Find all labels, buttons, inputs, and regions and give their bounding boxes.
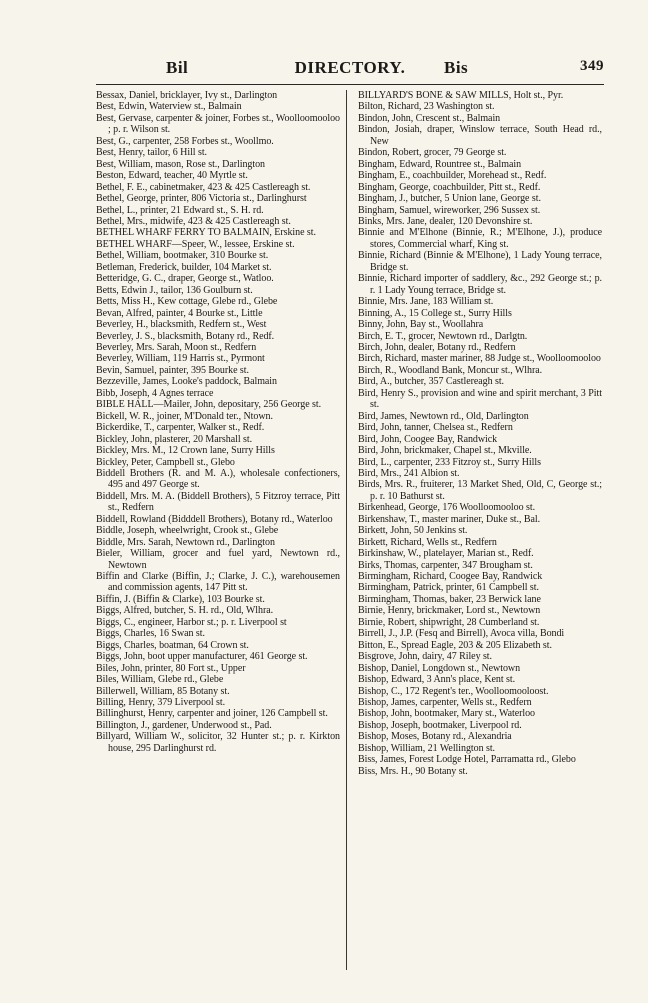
directory-entry: Birmingham, Richard, Coogee Bay, Randwick	[358, 571, 543, 583]
directory-entry: Birmingham, Patrick, printer, 61 Campbell st.	[358, 582, 539, 594]
directory-entry: Betts, Edwin J., tailor, 136 Goulburn st.	[96, 284, 253, 296]
directory-entry: Best, G., carpenter, 258 Forbes st., Woollmo.	[96, 135, 274, 147]
directory-entry: Bird, James, Newtown rd., Old, Darlington	[358, 410, 529, 422]
directory-entry: Billerwell, William, 85 Botany st.	[96, 685, 230, 697]
left-guide-word: Bil	[166, 58, 189, 77]
directory-entry: Bishop, Moses, Botany rd., Alexandria	[358, 731, 512, 743]
directory-entry: Bethel, George, printer, 806 Victoria st., Darlinghurst	[96, 193, 307, 205]
directory-entry: Birmingham, Thomas, baker, 23 Berwick lane	[358, 593, 541, 605]
directory-entry: Best, Henry, tailor, 6 Hill st.	[96, 147, 207, 159]
directory-entry: Bitton, E., Spread Eagle, 203 & 205 Elizabeth st.	[358, 639, 552, 651]
directory-entry: Biggs, Charles, boatman, 64 Crown st.	[96, 639, 249, 651]
directory-entry: Biles, William, Glebe rd., Glebe	[96, 674, 224, 686]
directory-entry: Bisgrove, John, dairy, 47 Riley st.	[358, 651, 492, 663]
right-column	[358, 90, 602, 777]
directory-entry: Binnie, Mrs. Jane, 183 William st.	[358, 296, 494, 308]
header-rule	[96, 84, 604, 85]
directory-entry: Best, Edwin, Waterview st., Balmain	[96, 101, 242, 113]
directory-entry: Bilton, Richard, 23 Washington st.	[358, 101, 495, 113]
directory-entry: Binning, A., 15 College st., Surry Hills	[358, 307, 512, 319]
directory-entry: Best, Gervase, carpenter & joiner, Forbes st., Woolloomooloo ; p. r. Wilson st.	[96, 112, 340, 136]
directory-entry: Bingham, Edward, Rountree st., Balmain	[358, 158, 522, 170]
directory-entry: Billington, J., gardener, Underwood st., Pad.	[96, 719, 272, 731]
directory-entry: Bessax, Daniel, bricklayer, Ivy st., Darlington	[96, 90, 278, 101]
directory-entry: Bickell, W. R., joiner, M'Donald ter., Ntown.	[96, 410, 273, 422]
directory-entry: Birnie, Robert, shipwright, 28 Cumberland st.	[358, 616, 540, 628]
directory-entry: Bishop, James, carpenter, Wells st., Redfern	[358, 697, 532, 709]
directory-entry: Bezzeville, James, Looke's paddock, Balmain	[96, 376, 277, 388]
directory-entry: Beverley, J. S., blacksmith, Botany rd., Redf.	[96, 330, 275, 342]
directory-entry: Bethel, William, bootmaker, 310 Bourke st.	[96, 250, 269, 262]
directory-entry: Bingham, George, coachbuilder, Pitt st., Redf.	[358, 181, 541, 193]
directory-entry: Birch, Richard, master mariner, 88 Judge st., Woolloomooloo	[358, 353, 601, 365]
directory-entry: Bird, John, tanner, Chelsea st., Redfern	[358, 422, 513, 434]
directory-entry: Bethel, L., printer, 21 Edward st., S. H. rd.	[96, 204, 264, 216]
directory-entry: Birnie, Henry, brickmaker, Lord st., Newtown	[358, 605, 541, 617]
directory-entry: Bindon, Josiah, draper, Winslow terrace, South Head rd., New	[358, 124, 602, 147]
directory-entry: Binks, Mrs. Jane, dealer, 120 Devonshire st.	[358, 215, 533, 227]
directory-entry: Biddle, Joseph, wheelwright, Crook st., Glebe	[96, 525, 279, 537]
directory-entry: Binnie and M'Elhone (Binnie, R.; M'Elhone, J.), produce stores, Commercial wharf, King st.	[358, 227, 602, 250]
directory-entry: Bevin, Samuel, painter, 395 Bourke st.	[96, 364, 249, 376]
directory-entry: Birkinshaw, W., platelayer, Marian st., Redf.	[358, 548, 534, 560]
directory-entry: Bishop, Joseph, bootmaker, Liverpool rd.	[358, 719, 522, 731]
directory-entry: Binnie, Richard (Binnie & M'Elhone), 1 Lady Young terrace, Bridge st.	[358, 250, 602, 273]
directory-entry: Bingham, Samuel, wireworker, 296 Sussex st.	[358, 204, 541, 216]
directory-entry: Bird, John, Coogee Bay, Randwick	[358, 433, 498, 445]
directory-entry: Bingham, E., coachbuilder, Morehead st., Redf.	[358, 170, 547, 182]
right-guide-word: Bis	[444, 58, 469, 77]
directory-entry: Beverley, H., blacksmith, Redfern st., West	[96, 319, 267, 331]
directory-entry: Beston, Edward, teacher, 40 Myrtle st.	[96, 170, 248, 182]
directory-entry: Bishop, Edward, 3 Ann's place, Kent st.	[358, 674, 516, 686]
directory-entry: Biddell, Mrs. M. A. (Biddell Brothers), 5 Fitzroy terrace, Pitt st., Redfern	[96, 490, 340, 514]
directory-entry: Billinghurst, Henry, carpenter and joiner, 126 Campbell st.	[96, 708, 328, 720]
directory-entry: Bibb, Joseph, 4 Agnes terrace	[96, 387, 214, 399]
directory-entry: Biss, James, Forest Lodge Hotel, Parramatta rd., Glebo	[358, 754, 576, 766]
directory-entry: Bickley, John, plasterer, 20 Marshall st.	[96, 433, 253, 445]
directory-entry: Bird, Mrs., 241 Albion st.	[358, 467, 460, 479]
directory-entry: Bevan, Alfred, painter, 4 Bourke st., Little	[96, 307, 263, 319]
directory-entry: Birch, John, dealer, Botany rd., Redfern	[358, 341, 516, 353]
directory-entry: Bethel, F. E., cabinetmaker, 423 & 425 Castlereagh st.	[96, 181, 311, 193]
directory-entry: Binny, John, Bay st., Woollahra	[358, 319, 484, 331]
directory-entry: Biddle, Mrs. Sarah, Newtown rd., Darlington	[96, 536, 275, 548]
directory-entry: Biffin, J. (Biffin & Clarke), 103 Bourke st.	[96, 593, 265, 605]
directory-entry: Bickley, Peter, Campbell st., Glebo	[96, 456, 235, 468]
directory-entry: Bingham, J., butcher, 5 Union lane, George st.	[358, 193, 541, 205]
column-divider	[346, 90, 347, 970]
directory-entry: Birkenhead, George, 176 Woolloomooloo st.	[358, 502, 536, 514]
directory-entry: Biss, Mrs. H., 90 Botany st.	[358, 765, 468, 777]
directory-entry: Birch, E. T., grocer, Newtown rd., Darlgtn.	[358, 330, 528, 342]
directory-entry: Birrell, J., J.P. (Fesq and Birrell), Avoca villa, Bondi	[358, 628, 565, 640]
directory-entry: Bickerdike, T., carpenter, Walker st., Redf.	[96, 422, 265, 434]
directory-entry: Biffin and Clarke (Biffin, J.; Clarke, J. C.), warehousemen and commission agents, 147 Pitt st.	[96, 571, 340, 594]
directory-entry: Bishop, John, bootmaker, Mary st., Waterloo	[358, 708, 535, 720]
directory-entry: Bird, L., carpenter, 233 Fitzroy st., Surry Hills	[358, 456, 541, 468]
directory-entry: Birkenshaw, T., master mariner, Duke st., Bal.	[358, 513, 541, 525]
directory-entry: Biggs, Charles, 16 Swan st.	[96, 628, 205, 640]
directory-entry: Bieler, William, grocer and fuel yard, Newtown rd., Newtown	[96, 548, 340, 571]
directory-entry: BIBLE HALL—Mailer, John, depositary, 256 George st.	[96, 399, 322, 411]
directory-entry: Birkett, John, 50 Jenkins st.	[358, 525, 468, 537]
directory-entry: Bird, John, brickmaker, Chapel st., Mkville.	[358, 445, 532, 457]
directory-entry: Bethel, Mrs., midwife, 423 & 425 Castlereagh st.	[96, 215, 291, 227]
directory-entry: Birch, R., Woodland Bank, Moncur st., Wlhra.	[358, 364, 543, 376]
directory-entry: Beverley, William, 119 Harris st., Pyrmont	[96, 353, 265, 365]
directory-entry: Best, William, mason, Rose st., Darlington	[96, 158, 265, 170]
directory-entry: Biggs, John, boot upper manufacturer, 461 George st.	[96, 651, 308, 663]
directory-entry: Birds, Mrs. R., fruiterer, 13 Market Shed, Old, C, George st.; p. r. 10 Bathurst st.	[358, 479, 602, 502]
directory-entry: Bird, A., butcher, 357 Castlereagh st.	[358, 376, 505, 388]
left-column	[96, 90, 340, 754]
directory-entry: BETHEL WHARF FERRY TO BALMAIN, Erskine st.	[96, 227, 316, 239]
directory-entry: Bindon, John, Crescent st., Balmain	[358, 112, 501, 124]
directory-entry: BILLYARD'S BONE & SAW MILLS, Holt st., Pyr.	[358, 90, 564, 101]
page-header	[96, 58, 604, 82]
page-number: 349	[580, 58, 604, 74]
directory-entry: Bindon, Robert, grocer, 79 George st.	[358, 147, 507, 159]
directory-entry: Birks, Thomas, carpenter, 347 Brougham st.	[358, 559, 533, 571]
directory-entry: Bishop, C., 172 Regent's ter., Woolloomooloost.	[358, 685, 549, 697]
directory-entry: Bishop, William, 21 Wellington st.	[358, 742, 496, 754]
directory-entry: Bird, Henry S., provision and wine and spirit merchant, 3 Pitt st.	[358, 387, 602, 411]
page-title: DIRECTORY.	[294, 58, 406, 77]
directory-entry: Beverley, Mrs. Sarah, Moon st., Redfern	[96, 341, 257, 353]
directory-entry: Birkett, Richard, Wells st., Redfern	[358, 536, 497, 548]
directory-entry: Biggs, Alfred, butcher, S. H. rd., Old, Wlhra.	[96, 605, 274, 617]
directory-entry: Biddell Brothers (R. and M. A.), wholesale confectioners, 495 and 497 George st.	[96, 467, 340, 491]
directory-entry: Betteridge, G. C., draper, George st., Watloo.	[96, 273, 274, 285]
directory-entry: Biles, John, printer, 80 Fort st., Upper	[96, 662, 246, 674]
directory-entry: Biggs, C., engineer, Harbor st.; p. r. Liverpool st	[96, 616, 287, 628]
directory-entry: Binnie, Richard importer of saddlery, &c., 292 George st.; p. r. 1 Lady Young terrace, Bridge st.	[358, 273, 602, 296]
directory-entry: Billing, Henry, 379 Liverpool st.	[96, 697, 226, 709]
directory-entry: Betleman, Frederick, builder, 104 Market st.	[96, 261, 272, 273]
directory-entry: Billyard, William W., solicitor, 32 Hunter st.; p. r. Kirkton house, 295 Darlinghurst rd.	[96, 731, 340, 754]
directory-entry: Bishop, Daniel, Longdown st., Newtown	[358, 662, 521, 674]
directory-entry: Biddell, Rowland (Bidddell Brothers), Botany rd., Waterloo	[96, 513, 333, 525]
directory-entry: BETHEL WHARF—Speer, W., lessee, Erskine st.	[96, 238, 295, 250]
directory-entry: Betts, Miss H., Kew cottage, Glebe rd., Glebe	[96, 296, 278, 308]
directory-entry: Bickley, Mrs. M., 12 Crown lane, Surry Hills	[96, 445, 275, 457]
